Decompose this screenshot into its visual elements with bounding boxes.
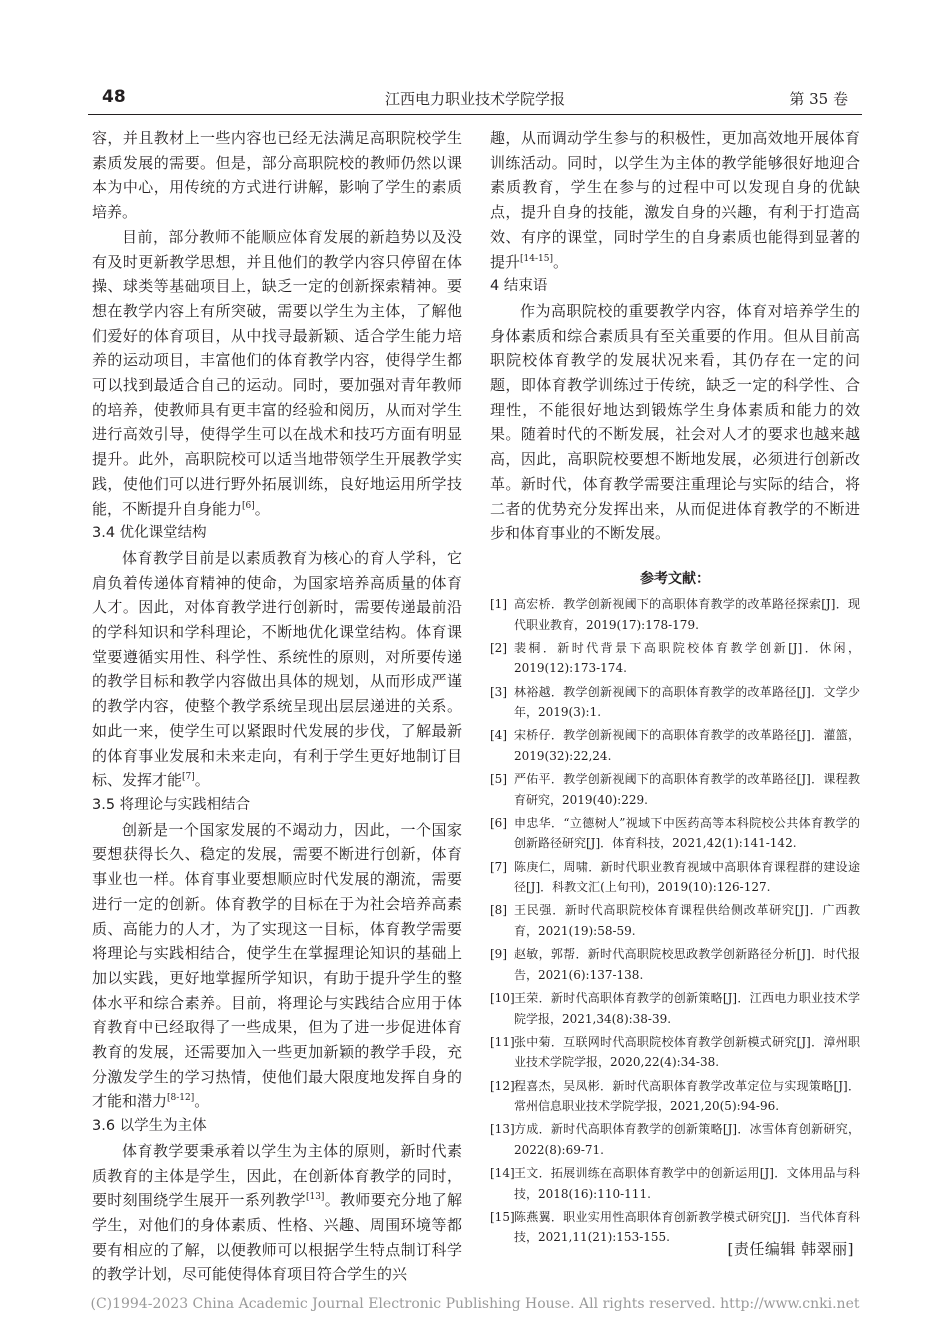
references-title: 参考文献： xyxy=(640,570,710,587)
reference-text: 张中菊．互联网时代高职院校体育教学创新模式研究[J]．漳州职业技术学院学报，2020,22(4):34-38. xyxy=(514,1034,860,1070)
section-heading-4: 4 结束语 xyxy=(490,278,548,295)
reference-item xyxy=(490,1119,860,1160)
reference-number: [15] xyxy=(490,1209,515,1224)
reference-item xyxy=(490,813,860,854)
reference-text: 王民强．新时代高职院校体育课程供给侧改革研究[J]．广西教育，2021(19):58-59. xyxy=(514,903,860,939)
paragraph-text: 体育教学目前是以素质教育为核心的育人学科，它肩负着传递体育精神的使命，为国家培养高质量的体育人才。因此，对体育教学进行创新时，需要传递最前沿的学科知识和学科理论，不断地优化课堂结构。体育课堂要遵循实用性、科学性、系统性的原则，对所要传递的教学目标和教学内容做出具体的规划，从而形成严谨的教学内容，使整个教学系统呈现出层层递进的关系。如此一来，使学生可以紧跟时代发展的步伐，了解最新的体育事业发展和未来走向，有利于学生更好地制订目标、发挥才能 xyxy=(92,548,462,790)
reference-text: 宋桥仔．教学创新视阈下的高职体育教学的改革路径[J]．灌篮，2019(32):22,24. xyxy=(514,728,860,763)
paragraph: 创新是一个国家发展的不竭动力，因此，一个国家要想获得长久、稳定的发展，需要不断进行创新，体育事业也一样。体育事业要想顺应时代发展的潮流，需要进行一定的创新。体育教学的目标在于为社会培养高素质、高能力的人才，为了实现这一目标，体育教学需要将理论与实践相结合，使学生在掌握理论知识的基础上加以实践，更好地掌握所学知识，有助于提升学生的整体水平和综合素养。目前，将理论与实践结合应用于体育教育中已经取得了一些成果，但为了进一步促进体育教育的发展，还需要加入一些更加新颖的教学手段，充分激发学生的学习热情，使他们最大限度地发挥自身的才能和潜力[8-12]。 xyxy=(92,820,462,1111)
section-heading-3-4: 3.4 优化课堂结构 xyxy=(92,525,207,542)
reference-number: [14] xyxy=(490,1166,515,1181)
paragraph: 趣，从而调动学生参与的积极性，更加高效地开展体育训练活动。同时，以学生为主体的教学能够很好地迎合素质教育，学生在参与的过程中可以发现自身的优缺点，提升自身的技能，激发自身的兴趣，有利于打造高效、有序的课堂，同时学生的自身素质也能得到显著的提升[14-15]。 xyxy=(490,129,860,271)
reference-item xyxy=(490,682,860,723)
reference-item xyxy=(490,988,860,1029)
reference-text: 裴桐．新时代背景下高职院校体育教学创新[J]．休闲，2019(12):173-174. xyxy=(514,640,860,676)
citation: [6] xyxy=(242,500,255,511)
citation: [7] xyxy=(182,772,195,783)
reference-text: 申忠华．“立德树人”视域下中医药高等本科院校公共体育教学的创新路径研究[J]．体育科技，2021,42(1):141-142. xyxy=(514,815,860,851)
reference-item xyxy=(490,944,860,985)
paragraph: 容，并且教材上一些内容也已经无法满足高职院校学生素质发展的需要。但是，部分高职院校的教师仍然以课本为中心，用传统的方式进行讲解，影响了学生的素质培养。 xyxy=(92,129,462,222)
paragraph-text: 趣，从而调动学生参与的积极性，更加高效地开展体育训练活动。同时，以学生为主体的教学能够很好地迎合素质教育，学生在参与的过程中可以发现自身的优缺点，提升自身的技能，激发自身的兴趣，有利于打造高效、有序的课堂，同时学生的自身素质也能得到显著的提升 xyxy=(490,129,860,271)
reference-text: 高宏桥．教学创新视阈下的高职体育教学的改革路径探索[J]．现代职业教育，2019(17):178-179. xyxy=(514,596,860,632)
reference-item xyxy=(490,594,860,635)
reference-item xyxy=(490,900,860,941)
responsible-editor: [责任编辑 韩翠丽] xyxy=(727,1240,854,1258)
section-heading-3-6: 3.6 以学生为主体 xyxy=(92,1118,207,1135)
reference-number: [3] xyxy=(490,684,507,699)
header-rule xyxy=(88,114,862,115)
paragraph-text: 。教师要充分地了解学生，对他们的身体素质、性格、兴趣、周围环境等都要有相应的了解，以便教师可以根据学生特点制订科学的教学计划，尽可能使得体育项目符合学生的兴 xyxy=(92,1191,462,1284)
reference-item xyxy=(490,1163,860,1204)
left-column xyxy=(92,126,462,1287)
reference-text: 陈庚仁，周啸．新时代职业教育视域中高职体育课程群的建设途径[J]．科教文汇(上旬刊)，2019(10):126-127. xyxy=(514,859,860,895)
reference-number: [4] xyxy=(490,728,507,743)
journal-title: 江西电力职业技术学院学报 xyxy=(384,90,565,108)
reference-item xyxy=(490,1076,860,1117)
reference-text: 程喜杰，吴凤彬．新时代高职体育教学改革定位与实现策略[J]．常州信息职业技术学院学报，2021,20(5):94-96. xyxy=(514,1078,860,1114)
running-header xyxy=(88,82,862,112)
paragraph: 作为高职院校的重要教学内容，体育对培养学生的身体素质和综合素质具有至关重要的作用。但从目前高职院校体育教学的发展状况来看，其仍存在一定的问题，即体育教学训练过于传统，缺乏一定的科学性、合理性，不能很好地达到锻炼学生身体素质和能力的效果。随着时代的不断发展，社会对人才的要求也越来越高，因此，高职院校要想不断地发展，必须进行创新改革。新时代，体育教学需要注重理论与实际的结合，将二者的优势充分发挥出来，从而促进体育教学的不断进步和体育事业的不断发展。 xyxy=(490,301,860,543)
reference-item xyxy=(490,1032,860,1073)
section-heading-3-5: 3.5 将理论与实践相结合 xyxy=(92,796,251,813)
reference-text: 王文．拓展训练在高职体育教学中的创新运用[J]．文体用品与科技，2018(16):110-111. xyxy=(514,1166,860,1201)
reference-item xyxy=(490,769,860,810)
reference-item xyxy=(490,638,860,679)
paragraph: 体育教学目前是以素质教育为核心的育人学科，它肩负着传递体育精神的使命，为国家培养高质量的体育人才。因此，对体育教学进行创新时，需要传递最前沿的学科知识和学科理论，不断地优化课堂结构。体育课堂要遵循实用性、科学性、系统性的原则，对所要传递的教学目标和教学内容做出具体的规划，从而形成严谨的教学内容，使整个教学系统呈现出层层递进的关系。如此一来，使学生可以紧跟时代发展的步伐，了解最新的体育事业发展和未来走向，有利于学生更好地制订目标、发挥才能[7]。 xyxy=(92,548,462,790)
citation: [13] xyxy=(305,1192,325,1203)
reference-text: 赵敏，郭帮．新时代高职院校思政教学创新路径分析[J]．时代报告，2021(6):137-138. xyxy=(514,947,860,982)
reference-list xyxy=(490,594,860,1248)
copyright-footer: (C)1994-2023 China Academic Journal Electronic Publishing House. All rights reserved. http://www.cnki.net xyxy=(90,1296,860,1312)
reference-number: [1] xyxy=(490,596,507,611)
paragraph: 目前，部分教师不能顺应体育发展的新趋势以及没有及时更新教学思想，并且他们的教学内容只停留在体操、球类等基础项目上，缺乏一定的创新探索精神。要想在教学内容上有所突破，需要以学生为主体，了解他们爱好的体育项目，从中找寻最新颖、适合学生能力培养的运动项目，丰富他们的体育教学内容，使得学生都可以找到最适合自己的运动。同时，要加强对青年教师的培养，使教师具有更丰富的经验和阅历，从而对学生进行高效引导，使得学生可以在战术和技巧方面有明显提升。此外，高职院校可以适当地带领学生开展教学实践，使他们可以进行野外拓展训练，良好地运用所学技能，不断提升自身能力[6]。 xyxy=(92,227,462,518)
reference-number: [8] xyxy=(490,903,507,918)
paragraph-text: 体育教学要秉承着以学生为主体的原则，新时代素质教育的主体是学生，因此，在创新体育教学的同时，要时刻围绕学生展开一系列教学 xyxy=(92,1141,462,1210)
reference-item xyxy=(490,725,860,766)
reference-item xyxy=(490,857,860,898)
right-column xyxy=(490,126,860,1251)
reference-text: 林裕越．教学创新视阈下的高职体育教学的改革路径[J]．文学少年，2019(3):1. xyxy=(514,684,860,720)
reference-number: [10] xyxy=(490,990,515,1005)
reference-number: [9] xyxy=(490,947,507,962)
reference-number: [11] xyxy=(490,1034,515,1049)
volume-label: 第 35 卷 xyxy=(789,90,848,108)
reference-number: [5] xyxy=(490,772,507,787)
reference-number: [13] xyxy=(490,1122,515,1137)
citation: [14-15] xyxy=(520,253,553,264)
citation: [8-12] xyxy=(167,1093,195,1104)
page-number: 48 xyxy=(102,87,126,107)
reference-number: [12] xyxy=(490,1078,515,1093)
reference-number: [7] xyxy=(490,859,507,874)
paragraph xyxy=(92,1139,462,1287)
reference-number: [6] xyxy=(490,815,507,830)
paragraph-text: 创新是一个国家发展的不竭动力，因此，一个国家要想获得长久、稳定的发展，需要不断进行创新，体育事业也一样。体育事业要想顺应时代发展的潮流，需要进行一定的创新。体育教学的目标在于为社会培养高素质、高能力的人才，为了实现这一目标，体育教学需要将理论与实践相结合，使学生在掌握理论知识的基础上加以实践，更好地掌握所学知识，有助于提升学生的整体水平和综合素养。目前，将理论与实践结合应用于体育教育中已经取得了一些成果，但为了进一步促进体育教育的发展，还需要加入一些更加新颖的教学手段，充分激发学生的学习热情，使他们最大限度地发挥自身的才能和潜力 xyxy=(92,820,462,1111)
reference-text: 陈燕翼．职业实用性高职体育创新教学模式研究[J]．当代体育科技，2021,11(21):153-155. xyxy=(514,1209,860,1245)
reference-text: 严佑平．教学创新视阈下的高职体育教学的改革路径[J]．课程教育研究，2019(40):229. xyxy=(514,772,860,807)
reference-text: 王荣．新时代高职体育教学的创新策略[J]．江西电力职业技术学院学报，2021,34(8):38-39. xyxy=(514,990,860,1026)
reference-number: [2] xyxy=(490,640,507,655)
reference-text: 方成．新时代高职体育教学的创新策略[J]．冰雪体育创新研究，2022(8):69-71. xyxy=(514,1122,860,1157)
paragraph-text: 目前，部分教师不能顺应体育发展的新趋势以及没有及时更新教学思想，并且他们的教学内容只停留在体操、球类等基础项目上，缺乏一定的创新探索精神。要想在教学内容上有所突破，需要以学生为主体，了解他们爱好的体育项目，从中找寻最新颖、适合学生能力培养的运动项目，丰富他们的体育教学内容，使得学生都可以找到最适合自己的运动。同时，要加强对青年教师的培养，使教师具有更丰富的经验和阅历，从而对学生进行高效引导，使得学生可以在战术和技巧方面有明显提升。此外，高职院校可以适当地带领学生开展教学实践，使他们可以进行野外拓展训练，良好地运用所学技能，不断提升自身能力 xyxy=(92,227,462,518)
